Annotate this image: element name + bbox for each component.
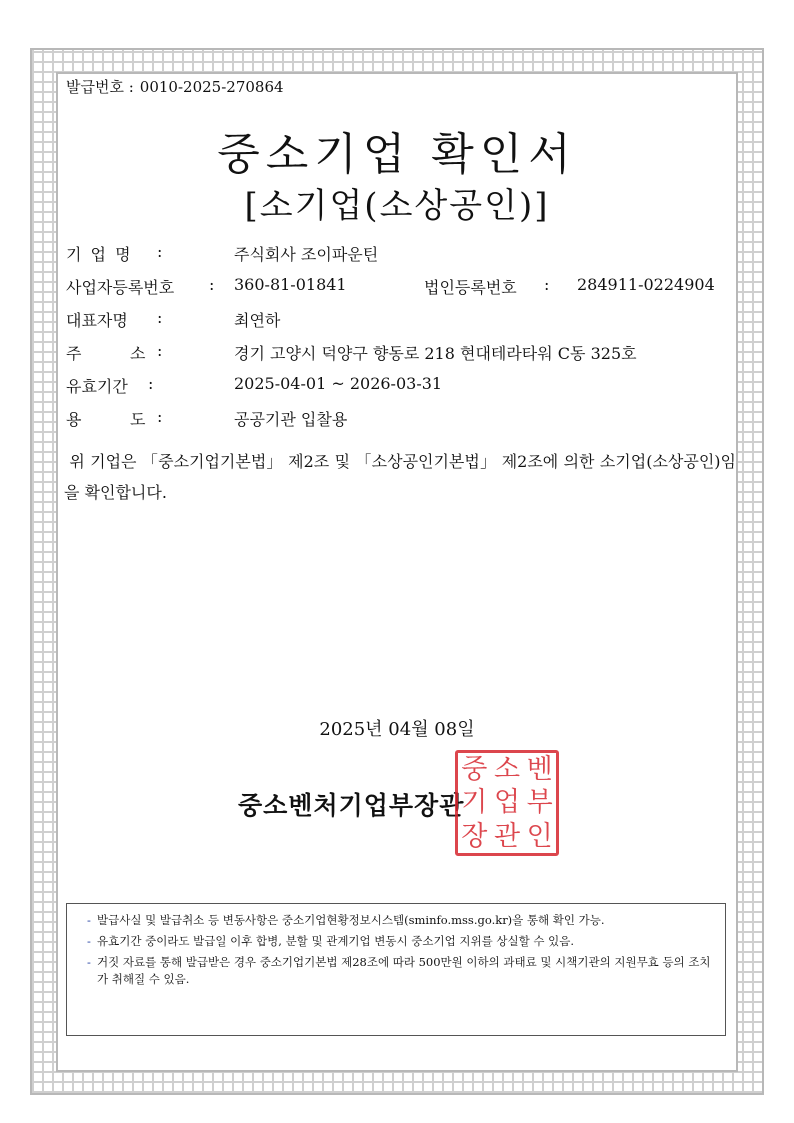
notice-item: - 발급사실 및 발급취소 등 변동사항은 중소기업현황정보시스템(sminfo.mss.go.kr)을 통해 확인 가능. bbox=[87, 913, 605, 927]
document-title: 중소기업 확인서 bbox=[217, 129, 577, 180]
seal-char: 인 bbox=[526, 820, 553, 852]
address-value: 경기 고양시 덕양구 향동로 218 현대테라타워 C동 325호 bbox=[234, 344, 637, 363]
confirmation-text: 위 기업은 「중소기업기본법」 제2조 및 「소상공인기본법」 제2조에 의한 소기업(소상공인)임을 확인합니다. bbox=[64, 452, 736, 502]
issue-number-label: 발급번호 : bbox=[66, 78, 134, 96]
validity-value: 2025-04-01 ~ 2026-03-31 bbox=[234, 374, 443, 393]
address-label-2: 소 bbox=[130, 344, 146, 363]
colon: : bbox=[157, 308, 163, 327]
notice-text: 거짓 자료를 통해 발급받은 경우 중소기업기본법 제28조에 따라 500만원 이하의 과태료 및 시책기관의 지원무효 등의 조치가 취해질 수 있음. bbox=[97, 955, 711, 986]
corpreg-value: 284911-0224904 bbox=[577, 275, 715, 294]
validity-label: 유효기간 bbox=[66, 377, 128, 396]
issue-number bbox=[66, 76, 290, 97]
ceo-label: 대표자명 bbox=[66, 311, 128, 330]
bizreg-label: 사업자등록번호 bbox=[66, 278, 175, 297]
colon: : bbox=[209, 275, 215, 294]
notice-text: 유효기간 중이라도 발급일 이후 합병, 분할 및 관계기업 변동시 중소기업 지위를 상실할 수 있음. bbox=[97, 934, 574, 948]
company-value: 주식회사 조이파운틴 bbox=[234, 245, 379, 264]
purpose-label-1: 용 bbox=[66, 410, 82, 429]
official-seal bbox=[455, 750, 559, 856]
seal-char: 부 bbox=[526, 787, 553, 819]
document-subtitle: [소기업(소상공인)] bbox=[244, 186, 550, 226]
colon: : bbox=[157, 407, 163, 426]
company-label: 기 업 명 bbox=[66, 245, 133, 264]
corpreg-label: 법인등록번호 bbox=[424, 278, 517, 297]
seal-char: 벤 bbox=[526, 754, 553, 786]
colon: : bbox=[148, 374, 154, 393]
confirmation-statement bbox=[64, 446, 736, 508]
issue-date: 2025년 04월 08일 bbox=[319, 719, 475, 740]
notice-item: - 유효기간 중이라도 발급일 이후 합병, 분할 및 관계기업 변동시 중소기업 지위를 상실할 수 있음. bbox=[87, 934, 574, 948]
seal-char: 기 bbox=[461, 787, 488, 819]
issue-number-value: 0010-2025-270864 bbox=[139, 78, 284, 96]
issuer-name: 중소벤처기업부장관 bbox=[238, 791, 465, 820]
colon: : bbox=[157, 341, 163, 360]
seal-char: 중 bbox=[461, 754, 488, 786]
seal-char: 소 bbox=[493, 754, 521, 786]
ceo-value: 최연하 bbox=[234, 311, 281, 330]
purpose-value: 공공기관 입찰용 bbox=[234, 410, 348, 429]
purpose-label-2: 도 bbox=[130, 410, 146, 429]
seal-char: 업 bbox=[493, 787, 521, 819]
notice-text: 발급사실 및 발급취소 등 변동사항은 중소기업현황정보시스템(sminfo.mss.go.kr)을 통해 확인 가능. bbox=[97, 913, 605, 927]
notice-item: - 거짓 자료를 통해 발급받은 경우 중소기업기본법 제28조에 따라 500만원 이하의 과태료 및 시책기관의 지원무효 등의 조치가 취해질 수 있음. bbox=[87, 955, 711, 986]
bizreg-value: 360-81-01841 bbox=[234, 275, 347, 294]
seal-char: 관 bbox=[493, 820, 521, 852]
colon: : bbox=[544, 275, 550, 294]
address-label-1: 주 bbox=[66, 344, 82, 363]
seal-char: 장 bbox=[461, 820, 488, 852]
notice-box bbox=[66, 903, 726, 1036]
colon: : bbox=[157, 242, 163, 261]
